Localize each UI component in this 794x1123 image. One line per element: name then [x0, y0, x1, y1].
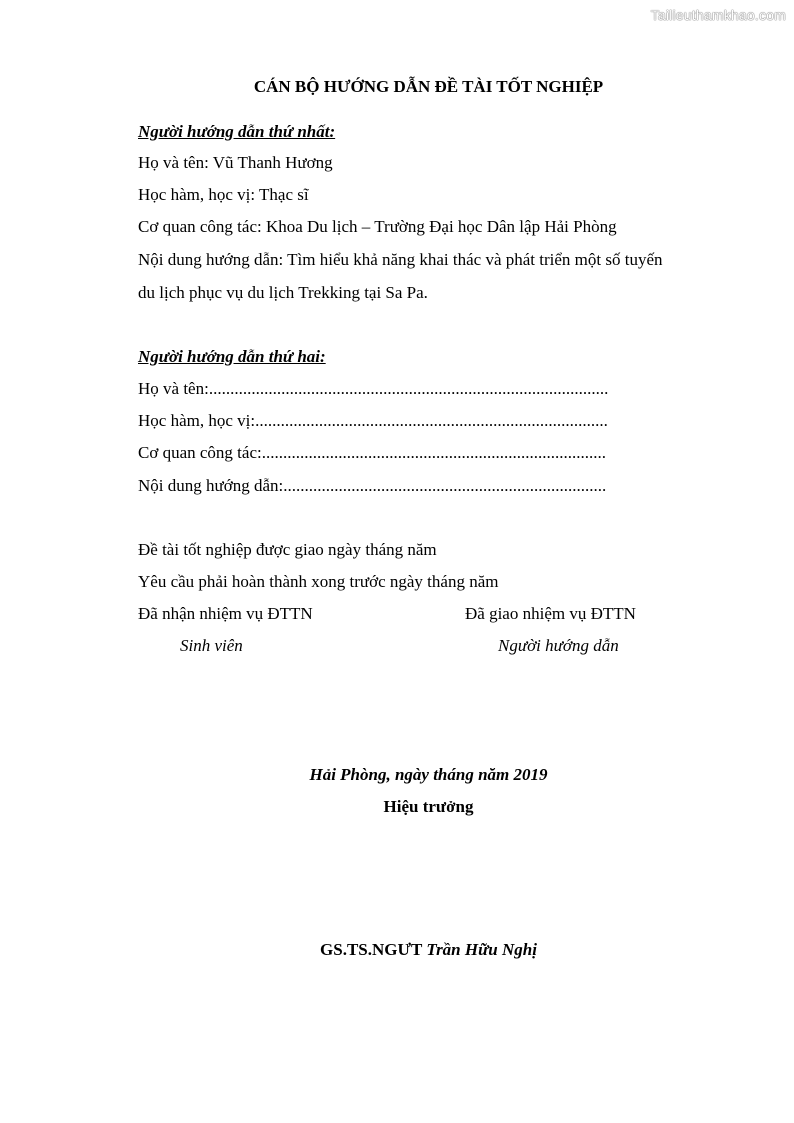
signer-role: Hiệu trưởng [383, 797, 474, 816]
assignment-given: Đề tài tốt nghiệp được giao ngày tháng năm [138, 540, 437, 559]
second-advisor-name: Họ và tên:.............................................................................................. [138, 379, 609, 398]
assignment-deadline: Yêu cầu phải hoàn thành xong trước ngày tháng năm [138, 572, 499, 591]
watermark: Tailieuthamkhao.com [650, 7, 786, 23]
second-advisor-workplace: Cơ quan công tác:................................................................................. [138, 443, 606, 462]
second-advisor-content: Nội dung hướng dẫn:............................................................................ [138, 476, 607, 495]
page-title: CÁN BỘ HƯỚNG DẪN ĐỀ TÀI TỐT NGHIỆP [253, 77, 604, 96]
first-advisor-degree: Học hàm, học vị: Thạc sĩ [138, 185, 309, 204]
advisor-label: Người hướng dẫn [498, 636, 619, 655]
assignment-received: Đã nhận nhiệm vụ ĐTTN [138, 604, 313, 623]
place-date: Hải Phòng, ngày tháng năm 2019 [309, 765, 548, 784]
first-advisor-content-line2: du lịch phục vụ du lịch Trekking tại Sa Pa. [138, 283, 428, 302]
first-advisor-heading: Người hướng dẫn thứ nhất: [138, 122, 336, 141]
signer-name: Trần Hữu Nghị [426, 940, 537, 959]
first-advisor-name: Họ và tên: Vũ Thanh Hương [138, 153, 333, 172]
signer-title: GS.TS.NGƯT [320, 940, 427, 959]
second-advisor-heading: Người hướng dẫn thứ hai: [138, 347, 326, 366]
first-advisor-content-line1: Nội dung hướng dẫn: Tìm hiểu khả năng khai thác và phát triển một số tuyến [138, 250, 663, 269]
assignment-assigned: Đã giao nhiệm vụ ĐTTN [465, 604, 636, 623]
student-label: Sinh viên [180, 636, 243, 655]
second-advisor-degree: Học hàm, học vị:................................................................................... [138, 411, 608, 430]
first-advisor-workplace: Cơ quan công tác: Khoa Du lịch – Trường Đại học Dân lập Hải Phòng [138, 217, 617, 236]
signer-name-line [0, 940, 794, 960]
